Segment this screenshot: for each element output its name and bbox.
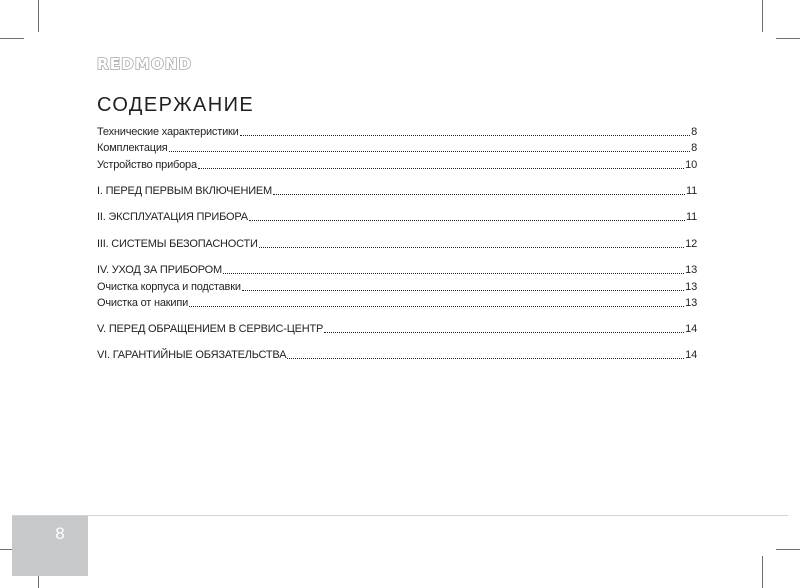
dot-leader: [287, 358, 684, 359]
toc-entry-page: 11: [685, 185, 697, 197]
dot-leader: [249, 220, 685, 221]
dot-leader: [223, 273, 684, 274]
toc-entry-label: Устройство прибора: [97, 159, 197, 171]
toc-entry-label: VI. ГАРАНТИЙНЫЕ ОБЯЗАТЕЛЬСТВА: [97, 349, 287, 361]
dot-leader: [324, 332, 684, 333]
toc-entry-page: 13: [685, 264, 697, 276]
crop-mark: [0, 38, 24, 39]
toc-entry-section-5[interactable]: [97, 321, 697, 335]
toc-entry-specifications[interactable]: [97, 124, 697, 138]
toc-entry-page: 8: [691, 142, 697, 154]
toc-entry-device-structure[interactable]: [97, 157, 697, 171]
toc-entry-package[interactable]: [97, 140, 697, 154]
crop-mark: [762, 0, 763, 32]
dot-leader: [189, 306, 684, 307]
page-number: 8: [55, 524, 65, 543]
toc-entry-label: Комплектация: [97, 142, 168, 154]
page-title: СОДЕРЖАНИЕ: [97, 94, 255, 116]
toc-entry-label: V. ПЕРЕД ОБРАЩЕНИЕМ В СЕРВИС-ЦЕНТР: [97, 323, 324, 335]
toc-entry-page: 11: [685, 211, 697, 223]
toc-entry-label: Очистка корпуса и подставки: [97, 281, 241, 293]
toc-entry-page: 14: [685, 323, 697, 335]
crop-mark: [38, 0, 39, 32]
toc-entry-section-2[interactable]: [97, 209, 697, 223]
toc-entry-section-1[interactable]: [97, 183, 697, 197]
toc-entry-page: 8: [691, 126, 697, 138]
toc-entry-page: 13: [685, 297, 697, 309]
dot-leader: [240, 135, 691, 136]
toc-entry-section-6[interactable]: [97, 347, 697, 361]
page-number-box: [12, 516, 88, 576]
brand-logo: REDMOND: [97, 55, 193, 73]
toc-entry-page: 10: [685, 159, 697, 171]
toc-entry-label: I. ПЕРЕД ПЕРВЫМ ВКЛЮЧЕНИЕМ: [97, 185, 272, 197]
dot-leader: [198, 168, 684, 169]
toc-entry-page: 14: [685, 349, 697, 361]
toc-entry-page: 12: [685, 238, 697, 250]
crop-mark: [762, 556, 763, 588]
toc-entry-section-4[interactable]: [97, 262, 697, 276]
dot-leader: [273, 194, 685, 195]
toc-entry-label: Очистка от накипи: [97, 297, 189, 309]
toc-entry-section-3[interactable]: [97, 236, 697, 250]
dot-leader: [242, 290, 684, 291]
crop-mark: [776, 549, 800, 550]
crop-mark: [776, 38, 800, 39]
toc-entry-label: II. ЭКСПЛУАТАЦИЯ ПРИБОРА: [97, 211, 248, 223]
footer-divider: [12, 515, 788, 516]
toc-entry-page: 13: [685, 281, 697, 293]
toc-entry-label: IV. УХОД ЗА ПРИБОРОМ: [97, 264, 222, 276]
dot-leader: [259, 247, 684, 248]
dot-leader: [169, 151, 691, 152]
toc-entry-descaling[interactable]: [97, 295, 697, 309]
toc-entry-label: Технические характеристики: [97, 126, 239, 138]
toc-entry-case-cleaning[interactable]: [97, 279, 697, 293]
toc-entry-label: III. СИСТЕМЫ БЕЗОПАСНОСТИ: [97, 238, 258, 250]
